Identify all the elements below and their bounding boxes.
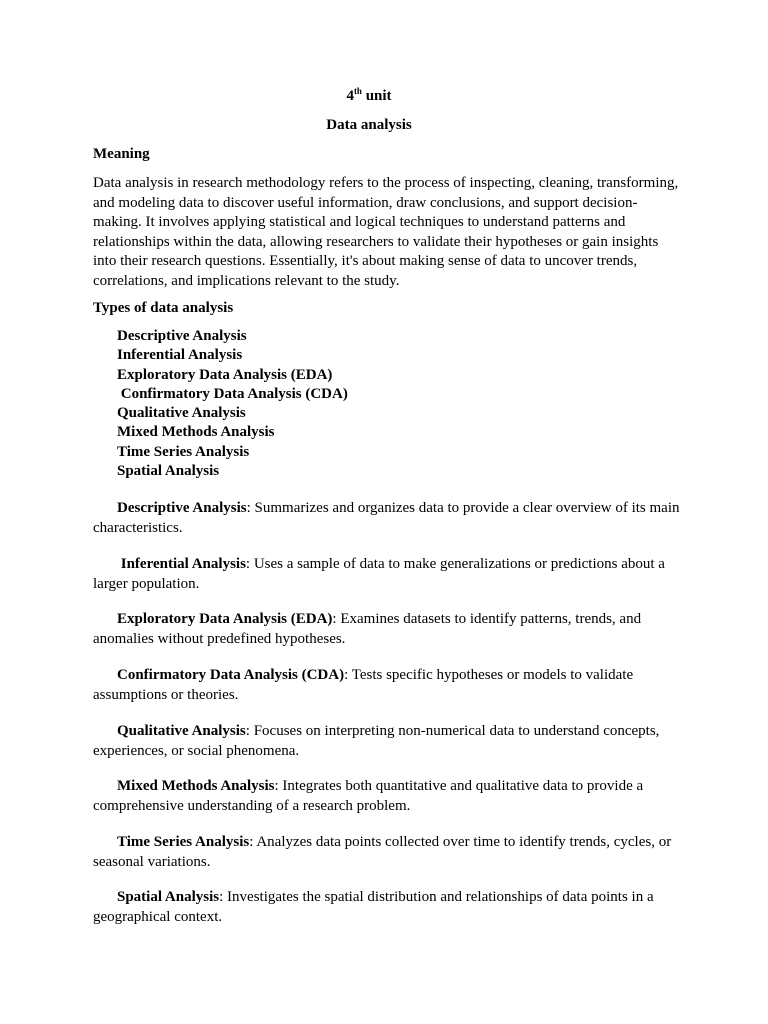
definition-paragraph — [93, 888, 683, 927]
definition-term: Mixed Methods Analysis — [117, 778, 275, 794]
definition-term: Descriptive Analysis — [117, 500, 247, 516]
definition-term: Qualitative Analysis — [117, 723, 246, 739]
definition-paragraph — [93, 610, 683, 649]
definition-text: : Integrates both quantitative and qualitative data to provide a comprehensive understanding of a research problem. — [93, 778, 644, 814]
definition-text: : Tests specific hypotheses or models to validate assumptions or theories. — [93, 667, 634, 703]
definition-paragraph — [93, 555, 683, 594]
types-heading: Types of data analysis — [93, 300, 234, 316]
definition-term: Inferential Analysis — [117, 556, 246, 572]
definition-term: Confirmatory Data Analysis (CDA) — [117, 667, 345, 683]
list-item: Time Series Analysis — [117, 443, 250, 460]
definition-text: : Examines datasets to identify patterns, trends, and anomalies without predefined hypotheses. — [93, 611, 642, 647]
definition-text: : Summarizes and organizes data to provide a clear overview of its main characteristics. — [93, 500, 680, 536]
unit-number: 4 — [346, 88, 354, 104]
definition-paragraph — [93, 666, 683, 705]
list-item: Confirmatory Data Analysis (CDA) — [117, 385, 348, 402]
unit-heading — [0, 88, 738, 105]
definition-paragraph — [93, 777, 683, 816]
list-item: Qualitative Analysis — [117, 405, 246, 422]
unit-word: unit — [365, 88, 392, 104]
definition-paragraph — [93, 833, 683, 872]
list-item: Descriptive Analysis — [117, 328, 247, 344]
definition-term: Time Series Analysis — [117, 834, 250, 850]
meaning-paragraph: Data analysis in research methodology refers to the process of inspecting, cleaning, transforming, and modeling data to discover useful information, draw conclusions, and support decision-making. It involves applying statistical and logical techniques to understand patterns and relationships within the data, allowing researchers to validate their hypotheses or gain insights into their research questions. Essentially, it's about making sense of data to uncover trends, correlations, and implications relevant to the study. — [93, 175, 679, 289]
list-item: Spatial Analysis — [117, 463, 220, 480]
types-list — [117, 327, 348, 481]
list-item: Mixed Methods Analysis — [117, 424, 275, 441]
definition-text: : Focuses on interpreting non-numerical data to understand concepts, experiences, or social phenomena. — [93, 723, 660, 759]
definition-term: Spatial Analysis — [117, 889, 220, 905]
list-item: Inferential Analysis — [117, 347, 243, 364]
definition-text: : Investigates the spatial distribution and relationships of data points in a geographical context. — [93, 889, 654, 925]
definition-term: Exploratory Data Analysis (EDA) — [117, 611, 333, 627]
definition-paragraph — [93, 722, 683, 761]
definition-text: : Uses a sample of data to make generalizations or predictions about a larger population. — [93, 556, 665, 592]
unit-superscript: th — [353, 86, 362, 96]
list-item: Exploratory Data Analysis (EDA) — [117, 366, 333, 383]
definition-paragraph — [93, 499, 683, 538]
document-title: Data analysis — [326, 117, 412, 133]
definition-text: : Analyzes data points collected over time to identify trends, cycles, or seasonal variations. — [93, 834, 672, 870]
meaning-heading: Meaning — [93, 146, 150, 162]
